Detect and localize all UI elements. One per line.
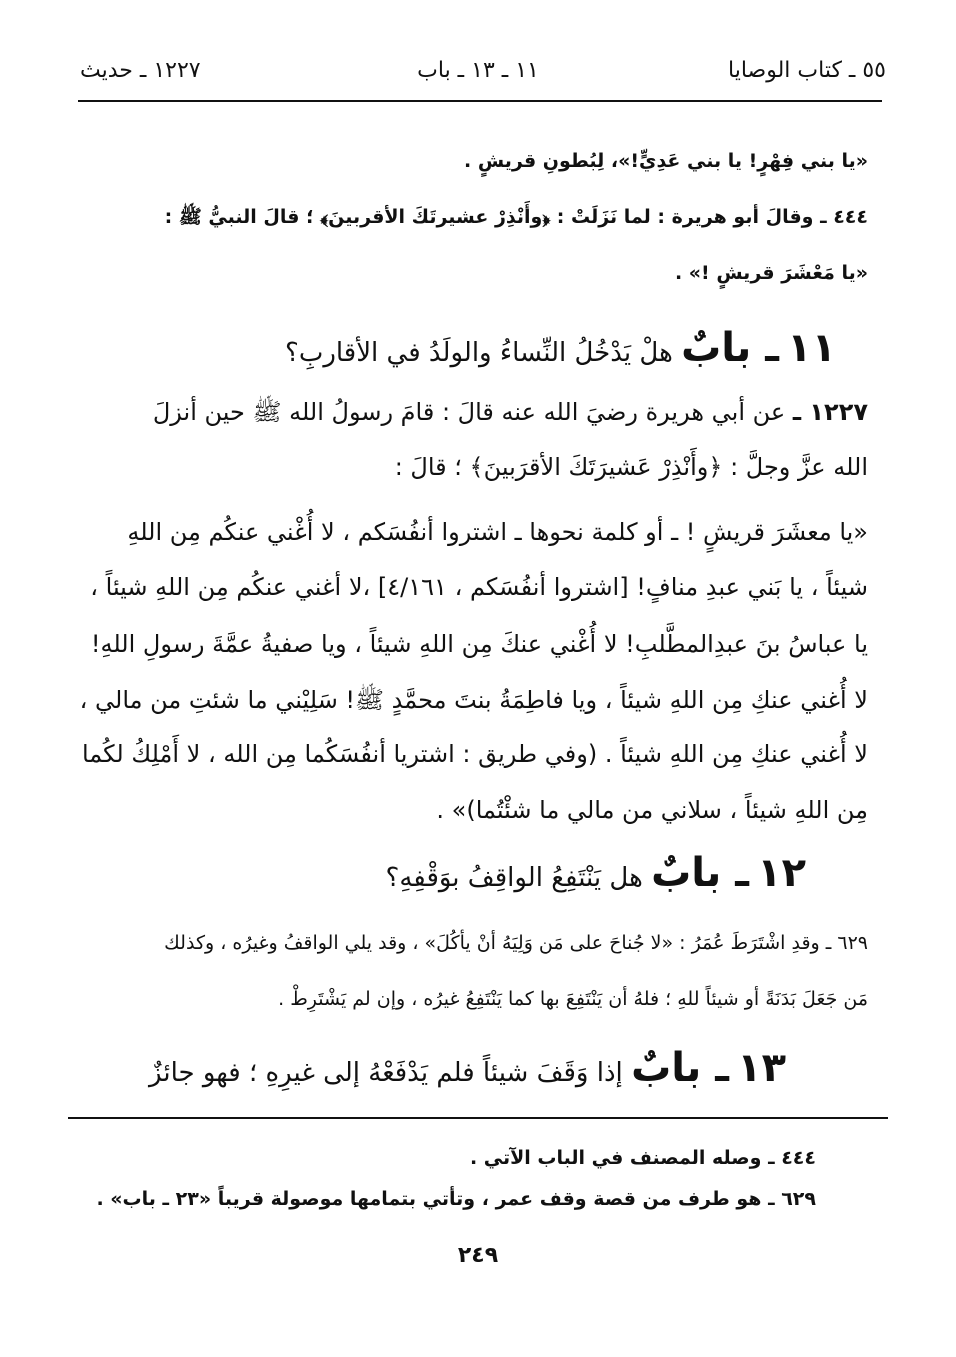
chapter-13-number: ١٣ — [737, 1045, 786, 1091]
chapter-12-heading — [386, 850, 806, 896]
chapter-11-heading — [285, 325, 836, 371]
header-hadith-number: ١٢٢٧ ـ حديث — [80, 58, 201, 83]
chapter-13-heading — [149, 1045, 786, 1091]
hadith-1227-number: ١٢٢٧ ـ — [792, 398, 868, 426]
hadith-1227-line-1 — [80, 397, 868, 432]
footnote-629: ٦٢٩ ـ هو طرف من قصة وقف عمر ، وتأتي بتمامها موصولة قريباً «٢٣ ـ باب» . — [96, 1188, 816, 1210]
intro-line-1: «يا بني فِهْرٍ! يا بني عَدِيٍّ!»، لِبُطونِ قريشٍ . — [464, 150, 868, 172]
header-rule — [78, 100, 882, 102]
header-book-title: ٥٥ ـ كتاب الوصايا — [728, 58, 886, 83]
hadith-1227-line-8: مِن اللهِ شيئاً ، سلاني من مالي ما شئْتُما)» . — [436, 796, 868, 824]
intro-line-3: «يا مَعْشَرَ قريشٍ !» . — [674, 262, 868, 284]
hadith-1227-text-1: عن أبي هريرة رضيَ الله عنه قالَ : قامَ رسولُ الله ﷺ حين أنزلَ — [152, 398, 786, 426]
chapter-11-word: ـ بابٌ — [681, 325, 779, 371]
chapter-12-number: ١٢ — [757, 850, 806, 896]
chapter-12-title: هل يَنْتَفِعُ الواقِفُ بوَقْفِهِ؟ — [385, 863, 643, 893]
hadith-1227-line-2: الله عزَّ وجلَّ : ﴿وأَنْذِرْ عَشيرَتَكَ الأقرَبينَ﴾ ؛ قالَ : — [394, 453, 868, 481]
chapter-11-number: ١١ — [787, 325, 836, 371]
note-629-line-1: ٦٢٩ ـ وقدِ اشْتَرَطَ عُمَرُ : «لا جُناحَ على مَن وَلِيَهُ أنْ يأكُلَ» ، وقد يلي الواقفُ وغيرُه ، وكذلك — [164, 932, 868, 954]
hadith-1227-line-7: لا أُغني عنكِ مِن اللهِ شيئاً . (وفي طريق : اشتريا أنفُسَكُما مِن الله ، لا أَمْلِكُ لكُما — [81, 740, 868, 768]
hadith-1227-line-4: شيئاً ، يا بَني عبدِ منافٍ! [اشتروا أنفُسَكم ، ٤/١٦١] ،لا أغني عنكُم مِن اللهِ شيئاً ، — [90, 573, 868, 601]
footnote-444: ٤٤٤ ـ وصله المصنف في الباب الآتي . — [469, 1147, 816, 1169]
note-629-line-2: مَن جَعَلَ بَدَنَةً أو شيئاً للهِ ؛ فلهُ أن يَنْتَفِعَ بها كما يَنْتَفِعُ غيرُه ، وإن لم يَشْتَرِطْ . — [278, 988, 868, 1010]
chapter-11-title: هلْ يَدْخُلُ النِّساءُ والولَدُ في الأقاربِ؟ — [285, 338, 673, 368]
hadith-1227-line-6: لا أُغني عنكِ مِن اللهِ شيئاً ، ويا فاطِمَةُ بنتَ محمَّدٍ ﷺ! سَلِيْني ما شئتِ من مالي ، — [79, 686, 868, 714]
chapter-13-word: ـ بابٌ — [631, 1045, 729, 1091]
hadith-1227-line-5: يا عباسُ بنَ عبدِالمطَّلبِ! لا أُغْني عنكَ مِن اللهِ شيئاً ، ويا صفيةُ عمَّةَ رسولِ اللهِ! — [90, 630, 868, 658]
intro-line-2: ٤٤٤ ـ وقالَ أبو هريرة : لما نَزَلَتْ : ﴿وأَنْذِرْ عشيرتَكَ الأقربينَ﴾ ؛ قالَ النبيُّ ﷺ : — [164, 206, 868, 228]
hadith-1227-line-3: «يا معشَرَ قريشٍ ! ـ أو كلمة نحوها ـ اشتروا أنفُسَكم ، لا أُغْني عنكُم مِن اللهِ — [127, 518, 868, 546]
chapter-12-word: ـ بابٌ — [651, 850, 749, 896]
chapter-13-title: إذا وَقَفَ شيئاً فلم يَدْفَعْهُ إلى غيرِهِ ؛ فهو جائزٌ — [149, 1058, 623, 1088]
footnote-rule — [68, 1117, 888, 1119]
page-number: ٢٤٩ — [457, 1243, 499, 1268]
header-chapter-range: ١١ ـ ١٣ ـ باب — [417, 58, 539, 83]
